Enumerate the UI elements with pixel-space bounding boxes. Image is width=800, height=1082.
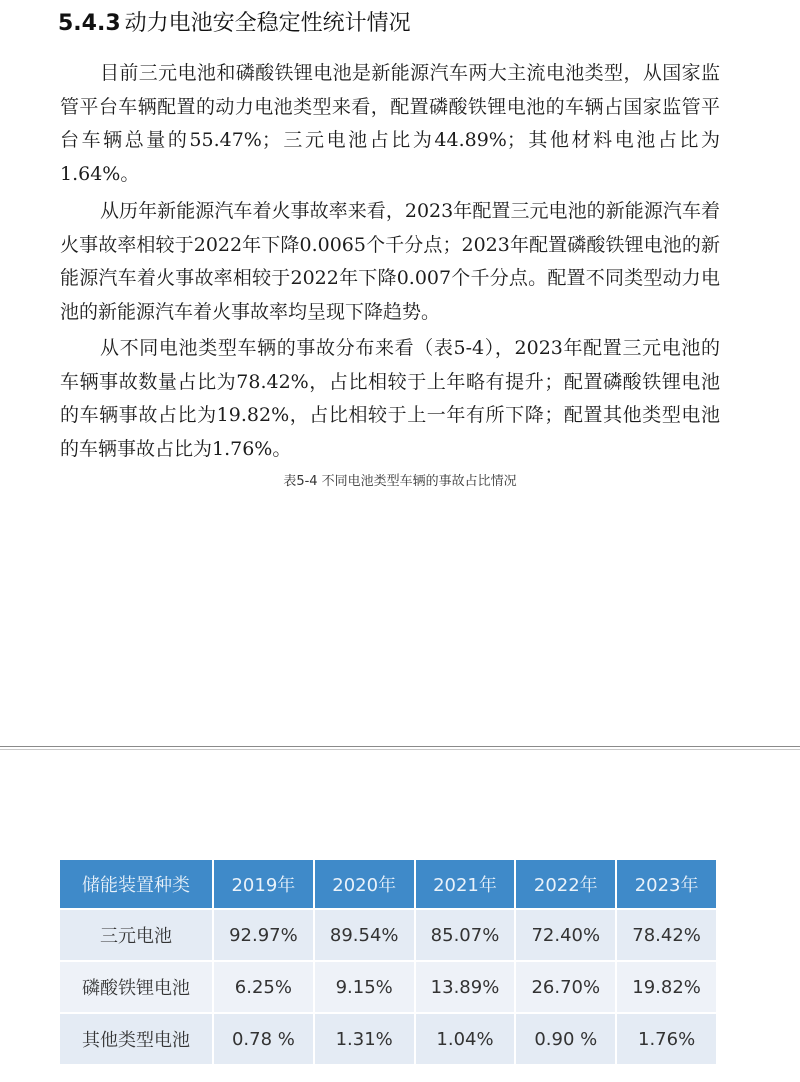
paragraph-accident-distribution: 从不同电池类型车辆的事故分布来看（表5-4），2023年配置三元电池的车辆事故数量占比为78.42%，占比相较于上年略有提升；配置磷酸铁锂电池的车辆事故占比为19.82%，占比相较于上一年有所下降；配置其他类型电池的车辆事故占比为1.76%。 [60, 337, 720, 460]
header-cell-year: 2022年 [515, 859, 616, 909]
header-cell-year: 2019年 [213, 859, 314, 909]
section-number: 5.4.3 [58, 11, 121, 36]
table-cell: 0.90 % [515, 1013, 616, 1065]
table-cell: 19.82% [616, 961, 717, 1013]
header-cell-year: 2020年 [314, 859, 415, 909]
row-label-cell: 磷酸铁锂电池 [59, 961, 213, 1013]
table-cell: 85.07% [415, 909, 516, 961]
table-cell: 1.76% [616, 1013, 717, 1065]
paragraph-fire-rate: 从历年新能源汽车着火事故率来看，2023年配置三元电池的新能源汽车着火事故率相较于2022年下降0.0065个千分点；2023年配置磷酸铁锂电池的新能源汽车着火事故率相较于2022年下降0.007个千分点。配置不同类型动力电池的新能源汽车着火事故率均呈现下降趋势。 [60, 200, 720, 323]
table-cell: 89.54% [314, 909, 415, 961]
table-cell: 6.25% [213, 961, 314, 1013]
page-divider [0, 746, 800, 750]
section-heading [58, 6, 411, 37]
table-cell: 13.89% [415, 961, 516, 1013]
table-caption: 表5-4 不同电池类型车辆的事故占比情况 [283, 474, 517, 489]
header-cell-year: 2021年 [415, 859, 516, 909]
header-cell-year: 2023年 [616, 859, 717, 909]
row-label-cell: 三元电池 [59, 909, 213, 961]
header-cell-type: 储能装置种类 [59, 859, 213, 909]
accident-share-table [58, 858, 718, 1066]
section-title: 动力电池安全稳定性统计情况 [124, 11, 411, 36]
table-row [59, 909, 717, 961]
table-cell: 92.97% [213, 909, 314, 961]
table-cell: 0.78 % [213, 1013, 314, 1065]
table-header-row [59, 859, 717, 909]
table-cell: 26.70% [515, 961, 616, 1013]
table-cell: 9.15% [314, 961, 415, 1013]
table-cell: 1.31% [314, 1013, 415, 1065]
paragraph-battery-types: 目前三元电池和磷酸铁锂电池是新能源汽车两大主流电池类型，从国家监管平台车辆配置的动力电池类型来看，配置磷酸铁锂电池的车辆占国家监管平台车辆总量的55.47%；三元电池占比为44.89%；其他材料电池占比为1.64%。 [60, 62, 720, 185]
table-row [59, 1013, 717, 1065]
table-cell: 72.40% [515, 909, 616, 961]
row-label-cell: 其他类型电池 [59, 1013, 213, 1065]
table-row [59, 961, 717, 1013]
table-cell: 1.04% [415, 1013, 516, 1065]
accident-share-table-container [58, 858, 718, 1068]
table-cell: 78.42% [616, 909, 717, 961]
